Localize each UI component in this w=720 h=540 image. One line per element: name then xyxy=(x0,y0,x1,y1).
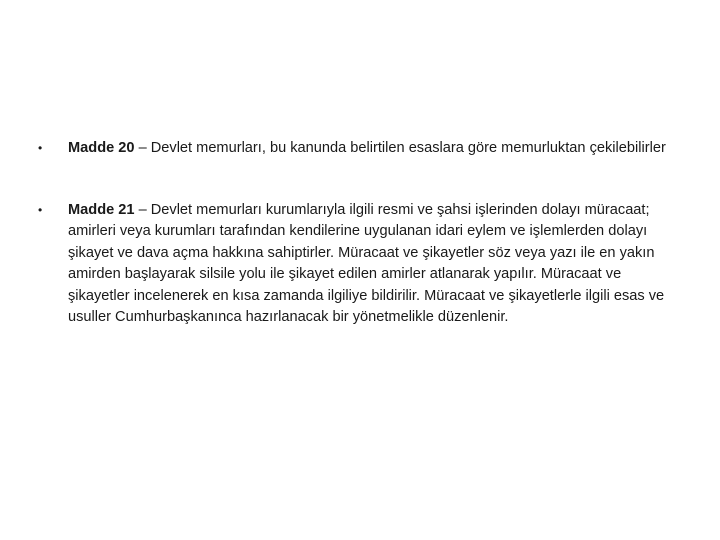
bullet-text xyxy=(68,200,670,329)
bullet-icon: • xyxy=(38,141,43,155)
article-body: – Devlet memurları, bu kanunda belirtilen esaslara göre memurluktan çekilebilirler xyxy=(134,140,666,156)
article-body: – Devlet memurları kurumlarıyla ilgili resmi ve şahsi işlerinden dolayı müracaat; amirleri veya kurumları tarafından kendilerine uygulanan idari eylem ve işlemlerden dolayı şikayet ve dava açma hakkına sahiptirler. Müracaat ve şikayetler söz veya yazı ile en yakın amirden başlayarak silsile yolu ile şikayet edilen amirler atlanarak yapılır. Müracaat ve şikayetler incelenerek en kısa zamanda ilgiliye bildirilir. Müracaat ve şikayetlerle ilgili esas ve usuller Cumhurbaşkanınca hazırlanacak bir yönetmelikle düzenlenir. xyxy=(68,201,665,325)
bullet-item-madde-20 xyxy=(38,138,670,160)
article-term: Madde 21 xyxy=(68,201,135,218)
bullet-text xyxy=(68,138,670,160)
article-term: Madde 20 xyxy=(68,140,135,156)
bullet-list xyxy=(38,138,670,329)
bullet-icon: • xyxy=(38,202,43,217)
bullet-item-madde-21 xyxy=(38,200,670,329)
